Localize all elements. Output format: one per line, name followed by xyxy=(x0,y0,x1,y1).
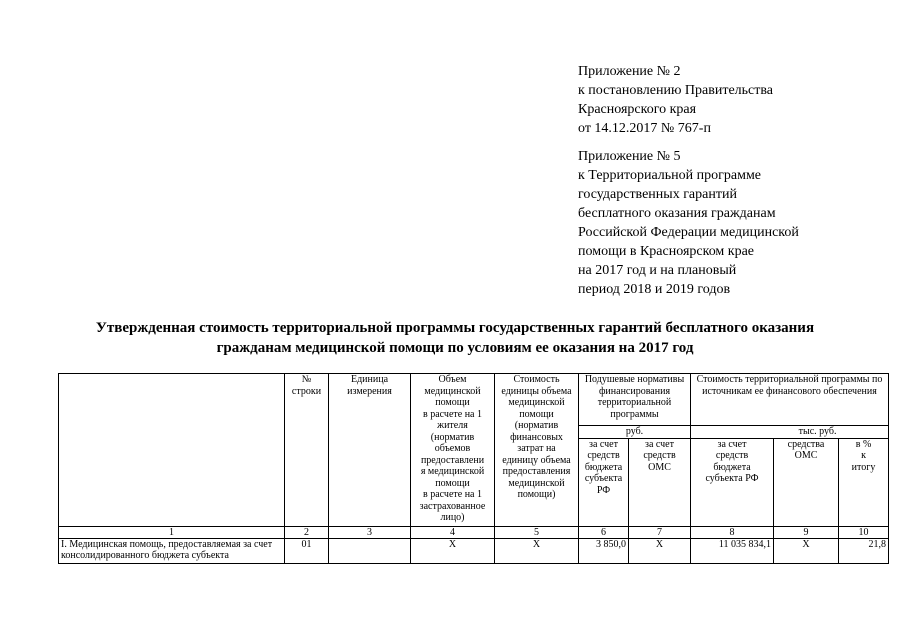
column-numbers-row xyxy=(59,526,889,538)
column-number: 3 xyxy=(329,526,411,538)
header-pc-oms: за счет средств ОМС xyxy=(629,438,691,526)
title-line-2: гражданам медицинской помощи по условиям ее оказания на 2017 год xyxy=(216,340,694,356)
column-number: 4 xyxy=(411,526,495,538)
appendix-5-line: помощи в Красноярском крае xyxy=(578,244,755,259)
header-program-cost: Стоимость территориальной программы по источникам ее финансового обеспечения xyxy=(691,374,889,426)
header-volume: Объем медицинской помощи в расчете на 1 жителя (норматив объемов предоставлени я медицинской помощи в расчете на 1 застрахованное лицо) xyxy=(411,374,495,527)
header-pr-budget: за счет средств бюджета субъекта РФ xyxy=(691,438,774,526)
row-pc-oms: X xyxy=(629,538,691,563)
column-number: 2 xyxy=(285,526,329,538)
appendix-5-line: Приложение № 5 xyxy=(578,149,681,164)
column-number: 7 xyxy=(629,526,691,538)
header-unit: Единица измерения xyxy=(329,374,411,527)
header-pr-oms: средства ОМС xyxy=(774,438,839,526)
row-cost: X xyxy=(495,538,579,563)
appendix-2-block xyxy=(578,62,773,138)
row-pr-oms: X xyxy=(774,538,839,563)
column-number: 8 xyxy=(691,526,774,538)
header-pr-percent: в % к итогу xyxy=(839,438,889,526)
appendix-5-line: Российской Федерации медицинской xyxy=(578,225,799,240)
row-pr-budget: 11 035 834,1 xyxy=(691,538,774,563)
header-units-empty xyxy=(839,426,889,439)
header-row-number: № строки xyxy=(285,374,329,527)
row-pc-budget: 3 850,0 xyxy=(579,538,629,563)
header-pc-budget: за счет средств бюджета субъекта РФ xyxy=(579,438,629,526)
row-pr-percent: 21,8 xyxy=(839,538,889,563)
column-number: 9 xyxy=(774,526,839,538)
row-line-number: 01 xyxy=(285,538,329,563)
row-name: I. Медицинская помощь, предоставляемая за счет консолидированного бюджета субъекта xyxy=(59,538,285,563)
header-unit-cost: Стоимость единицы объема медицинской помощи (норматив финансовых затрат на единицу объема предоставления медицинской помощи) xyxy=(495,374,579,527)
column-number: 10 xyxy=(839,526,889,538)
column-number: 5 xyxy=(495,526,579,538)
header-per-capita: Подушевые нормативы финансирования территориальной программы xyxy=(579,374,691,426)
appendix-2-line: к постановлению Правительства xyxy=(578,83,774,98)
appendix-5-line: бесплатного оказания гражданам xyxy=(578,206,776,221)
row-unit xyxy=(329,538,411,563)
column-number: 1 xyxy=(59,526,285,538)
header-thousand-rub: тыс. руб. xyxy=(691,426,839,439)
header-rub: руб. xyxy=(579,426,691,439)
appendix-5-line: к Территориальной программе xyxy=(578,168,762,183)
cost-table xyxy=(58,373,889,564)
appendix-5-line: государственных гарантий xyxy=(578,187,737,202)
table-row xyxy=(59,538,889,563)
appendix-5-line: на 2017 год и на плановый xyxy=(578,263,737,278)
appendix-5-block xyxy=(578,147,799,299)
appendix-2-line: Красноярского края xyxy=(578,102,697,117)
title-line-1: Утвержденная стоимость территориальной программы государственных гарантий бесплатного оказания xyxy=(95,320,815,336)
row-volume: X xyxy=(411,538,495,563)
appendix-2-line: от 14.12.2017 № 767-п xyxy=(578,121,711,136)
column-number: 6 xyxy=(579,526,629,538)
appendix-5-line: период 2018 и 2019 годов xyxy=(578,282,731,297)
header-blank-cell xyxy=(59,374,285,527)
document-title xyxy=(60,318,850,358)
appendix-2-line: Приложение № 2 xyxy=(578,64,681,79)
